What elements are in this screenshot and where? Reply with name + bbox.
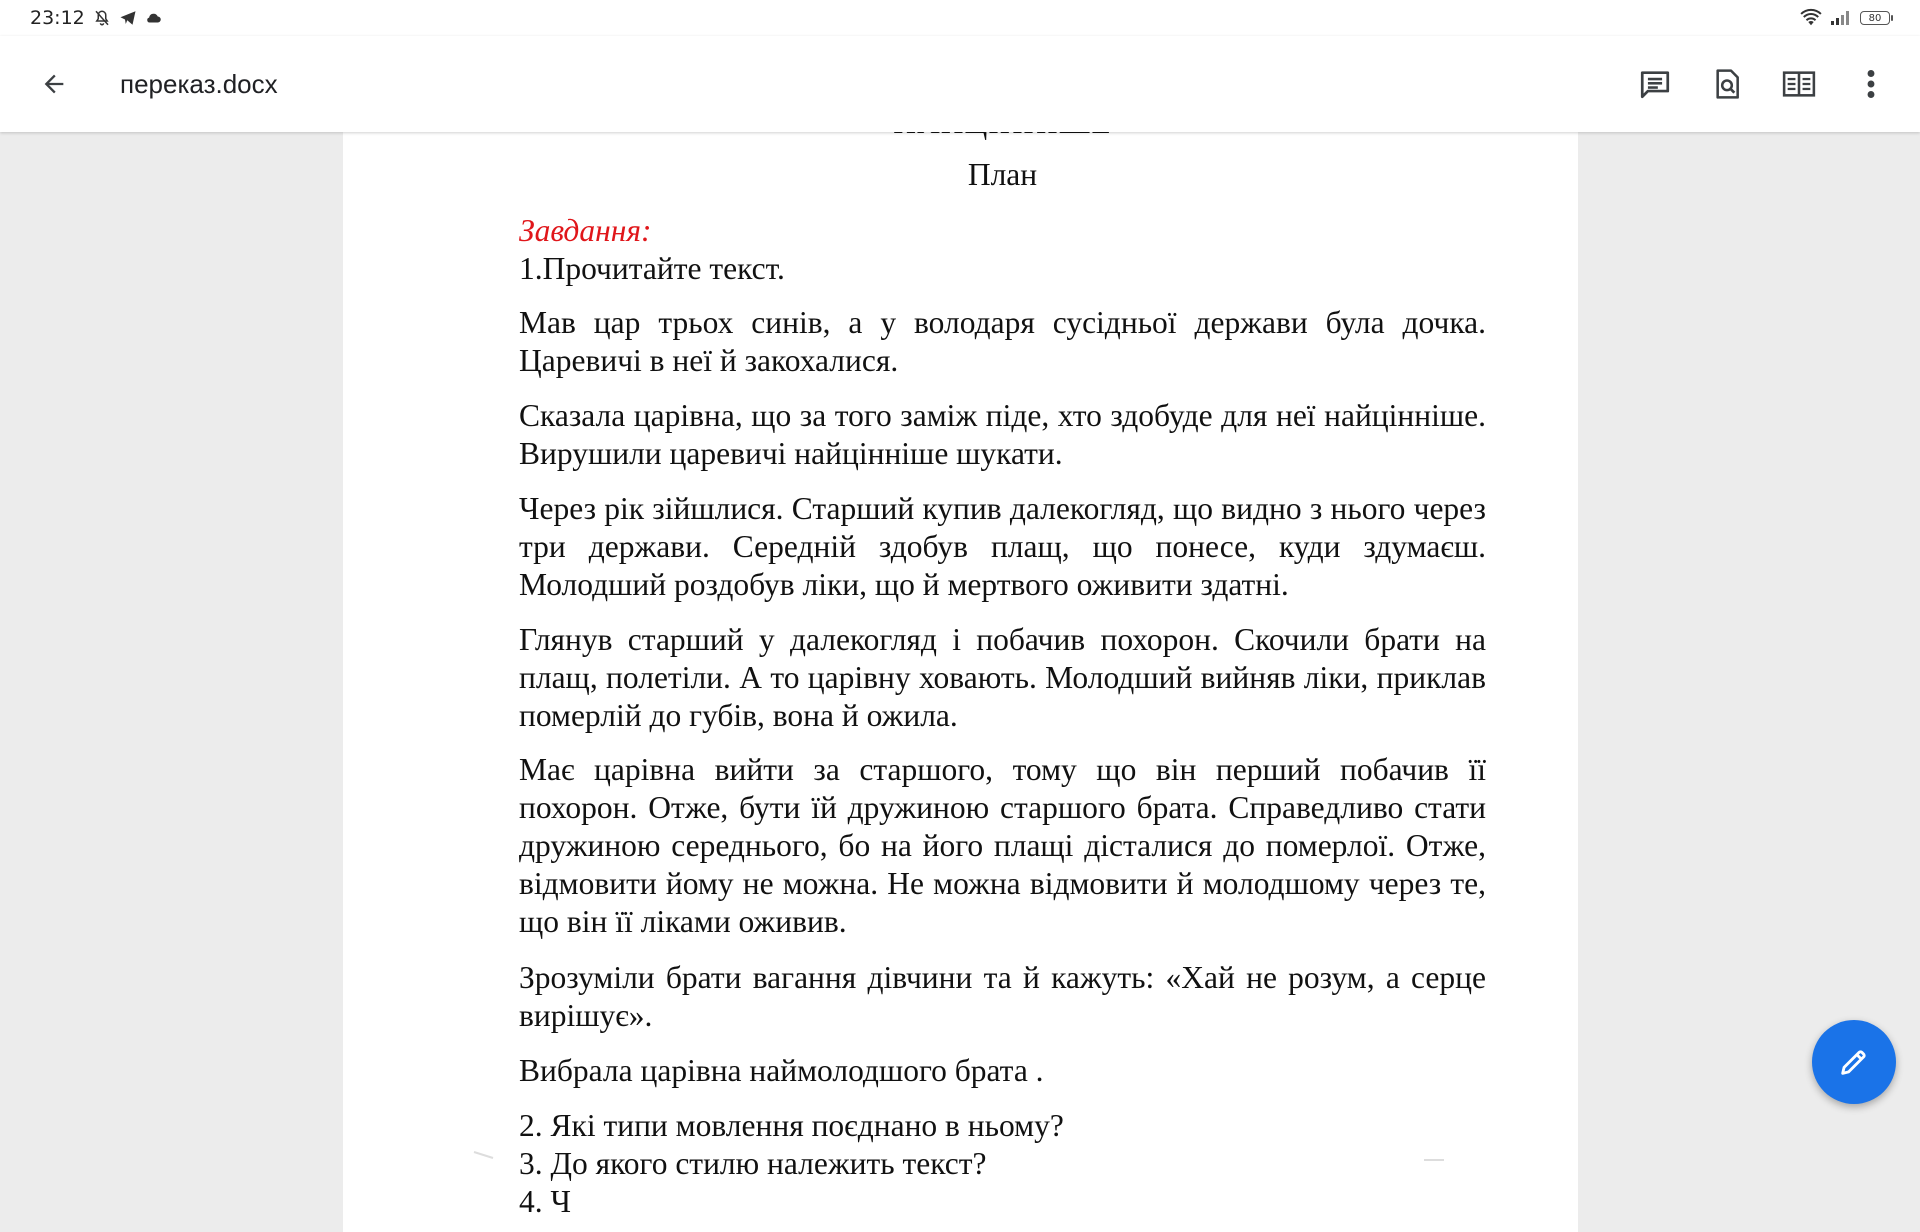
find-in-document-button[interactable]	[1703, 60, 1751, 108]
status-left	[30, 7, 163, 29]
reading-mode-button[interactable]	[1775, 60, 1823, 108]
app-bar	[0, 36, 1920, 132]
paragraph-4: Глянув старший у далекогляд і побачив похорон. Скочили брати на плащ, полетіли. А то царівну ховають. Молодший вийняв ліки, приклав померлій до губів, вона й ожила.	[519, 622, 1486, 733]
paragraph-7: Вибрала царівна наймолодшого брата .	[519, 1053, 1044, 1088]
bell-off-icon	[93, 9, 111, 27]
paragraph-1: Мав цар трьох синів, а у володаря сусідньої держави була дочка. Царевичі в неї й закохалися.	[519, 305, 1486, 378]
comment-icon	[1638, 67, 1672, 101]
document-title: переказ.docx	[120, 69, 278, 99]
question-4: 4. Ч	[519, 1184, 571, 1219]
task-label: Завдання:	[519, 213, 652, 248]
status-bar	[0, 0, 1920, 36]
signal-icon	[1830, 10, 1852, 26]
paragraph-3: Через рік зійшлися. Старший купив далекогляд, що видно з нього через три держави. Середній здобув плащ, що понесе, куди здумаєш. Молодший роздобув ліки, що й мертвого оживити здатні.	[519, 491, 1486, 602]
question-3: 3. До якого стилю належить текст?	[519, 1146, 987, 1181]
arrow-back-icon	[40, 70, 68, 98]
telegram-icon	[119, 9, 137, 27]
comments-button[interactable]	[1631, 60, 1679, 108]
status-right	[1800, 9, 1890, 27]
battery-icon	[1860, 11, 1890, 25]
edit-fab-button[interactable]	[1812, 1020, 1896, 1104]
status-time: 23:12	[30, 7, 85, 29]
page-corner-marker-left	[473, 1150, 495, 1160]
question-2: 2. Які типи мовлення поєднано в ньому?	[519, 1108, 1064, 1143]
task-1: 1.Прочитайте текст.	[519, 251, 785, 286]
wifi-icon	[1800, 9, 1822, 27]
more-vert-icon	[1866, 69, 1876, 99]
more-options-button[interactable]	[1847, 60, 1895, 108]
book-icon	[1782, 69, 1816, 99]
battery-level: 80	[1868, 12, 1882, 24]
page-corner-marker-right	[1423, 1152, 1445, 1162]
back-button[interactable]	[30, 60, 78, 108]
document-viewport[interactable]	[0, 132, 1920, 1219]
paragraph-2: Сказала царівна, що за того заміж піде, хто здобуде для неї найцінніше. Вирушили царевичі найцінніше шукати.	[519, 398, 1486, 471]
cloud-icon	[145, 9, 163, 27]
paragraph-5: Має царівна вийти за старшого, тому що він перший побачив її похорон. Отже, бути їй дружиною старшого брата. Справедливо стати дружиною середнього, бо на його плащі дісталися до померлої. Отже, відмовити йому не можна. Не можна відмовити й молодшому через те, що він її ліками оживив.	[519, 752, 1486, 939]
pencil-icon	[1837, 1045, 1871, 1079]
plan-title: План	[967, 157, 1038, 192]
document-page	[343, 112, 1578, 1232]
paragraph-6: Зрозуміли брати вагання дівчини та й кажуть: «Хай не розум, а серце вирішує».	[519, 960, 1486, 1033]
find-in-page-icon	[1711, 67, 1743, 101]
